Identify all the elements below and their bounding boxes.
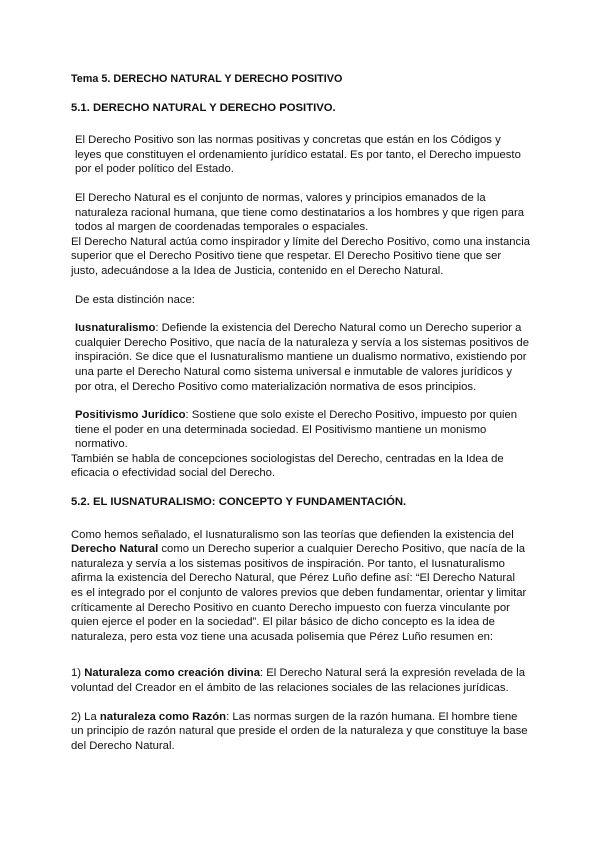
term-positivismo: Positivismo Jurídico	[75, 409, 186, 422]
paragraph-derecho-positivo: El Derecho Positivo son las normas positivas y concretas que están en los Códigos y leyes que constituyen el ordenamiento jurídico estatal. Es por tanto, el Derecho impuesto por el poder político del Estado.	[75, 134, 521, 176]
text-iusnaturalismo: : Defiende la existencia del Derecho Natural como un Derecho superior a cualquier Derecho Positivo, que nacía de la naturaleza y servía a los sistemas positivos de inspiración. Se dice que el Iusnaturalismo mantiene un dualismo normativo, existiendo por una parte el Derecho Natural como sistema universal e inmutable de valores jurídicos y por otra, el Derecho Positivo como materialización normativa de esos principios.	[75, 322, 529, 393]
text-concepto-b: como un Derecho superior a cualquier Derecho Positivo, que nacía de la naturaleza y servía a los sistemas positivos de inspiración. Por tanto, el Iusnaturalismo afirma la existencia del Derecho Natural, que Pérez Luño define así: “El Derecho Natural es el integrado por el conjunto de valores previos que deben fundamentar, orientar y limitar críticamente al Derecho Positivo en cuanto Derecho impuesto con fuerza vinculante por quien ejerce el poder en la sociedad”. El pilar básico de dicho concepto es la idea de naturaleza, pero esta voz tiene una acusada polisemia que Pérez Luño resumen en:	[71, 543, 527, 643]
list-item-1-number: 1)	[71, 667, 85, 680]
paragraph-sociologistas: También se habla de concepciones sociologistas del Derecho, centradas en la Idea de eficacia o efectividad social del Derecho.	[71, 452, 504, 480]
paragraph-iusnaturalismo	[71, 321, 530, 394]
document-title: Tema 5. DERECHO NATURAL Y DERECHO POSITIVO	[71, 73, 343, 85]
term-naturaleza-divina: Naturaleza como creación divina	[84, 667, 260, 680]
term-iusnaturalismo: Iusnaturalismo	[75, 322, 156, 335]
text-concepto-a: Como hemos señalado, el Iusnaturalismo son las teorías que defienden la existencia del	[71, 528, 514, 541]
paragraph-distincion: De esta distinción nace:	[75, 293, 195, 306]
section-2-heading: 5.2. EL IUSNATURALISMO: CONCEPTO Y FUNDAMENTACIÓN.	[71, 496, 407, 509]
list-item-2-number: 2) La	[71, 710, 100, 723]
section-1-heading: 5.1. DERECHO NATURAL Y DERECHO POSITIVO.	[71, 101, 336, 114]
list-item-1-text: : El Derecho Natural será la expresión revelada de la voluntad del Creador en el ámbito de las relaciones sociales de las relaciones jurídicas.	[71, 667, 525, 694]
term-naturaleza-razon: naturaleza como Razón	[99, 710, 227, 723]
paragraph-positivismo	[71, 408, 530, 452]
paragraph-iusnaturalismo-concepto	[71, 528, 530, 645]
list-item-2-text: : Las normas surgen de la razón humana. El hombre tiene un principio de razón natural que preside el orden de la naturaleza y que constituye la base del Derecho Natural.	[71, 710, 528, 752]
text-positivismo: : Sostiene que solo existe el Derecho Positivo, impuesto por quien tiene el poder en una determinada sociedad. El Positivismo mantiene un monismo normativo.	[75, 409, 518, 451]
list-item-2	[71, 710, 530, 754]
list-item-1	[71, 666, 530, 695]
term-derecho-natural: Derecho Natural	[71, 543, 159, 556]
paragraph-derecho-natural-2: El Derecho Natural actúa como inspirador y límite del Derecho Positivo, como una instancia superior que el Derecho Positivo tiene que respetar. El Derecho Positivo tiene que ser justo, adecuándose a la Idea de Justicia, contenido en el Derecho Natural.	[71, 235, 530, 277]
paragraph-derecho-natural: El Derecho Natural es el conjunto de normas, valores y principios emanados de la naturaleza racional humana, que tiene como destinatarios a los hombres y que rigen para todos al margen de coordenadas temporales o espaciales.	[75, 191, 525, 234]
